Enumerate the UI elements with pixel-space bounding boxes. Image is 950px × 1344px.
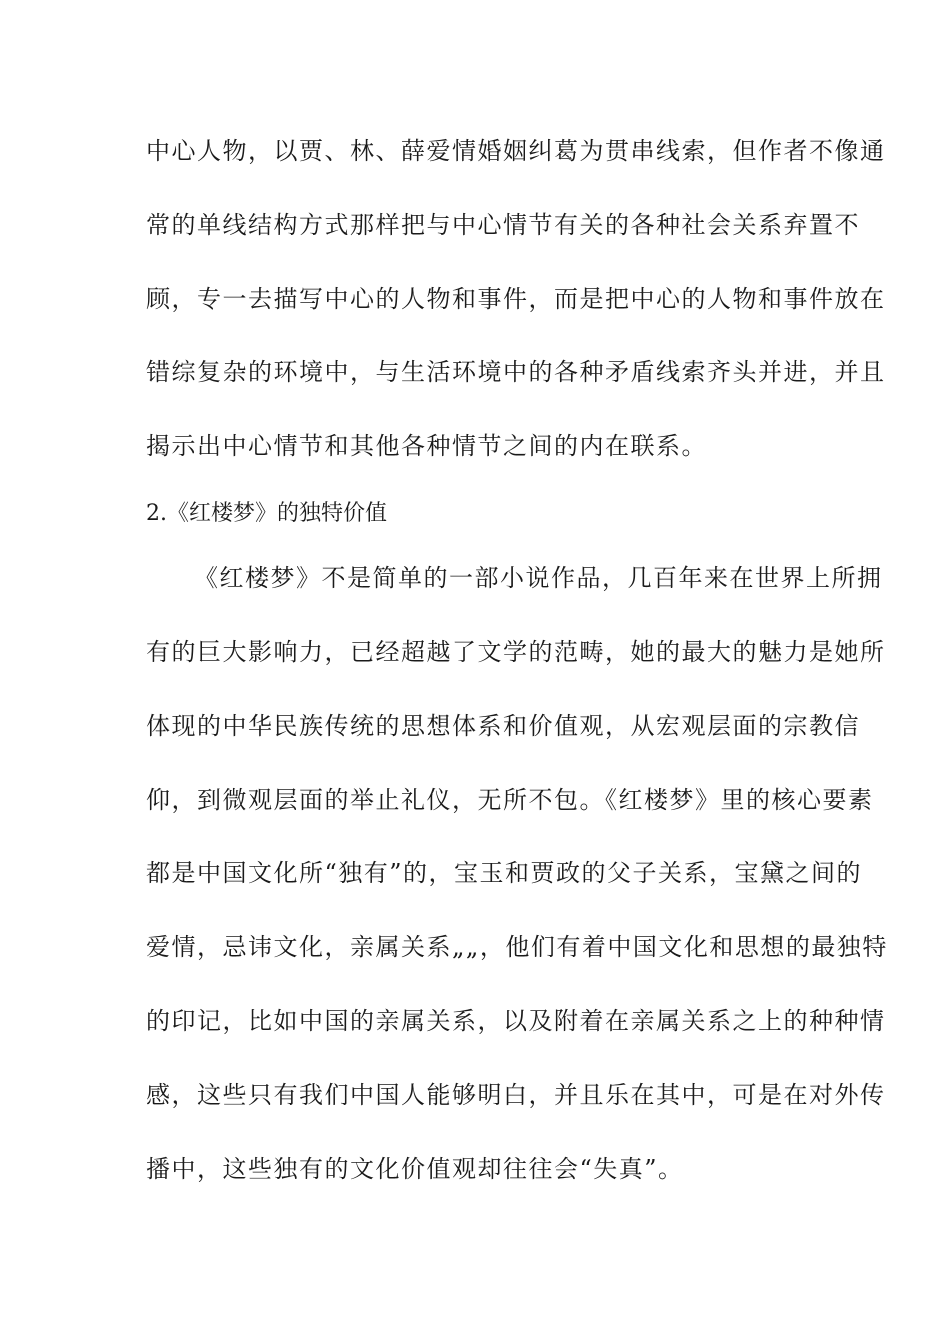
section-heading: 2.《红楼梦》的独特价值 [146,501,387,526]
paragraph-2-line-1: 《红楼梦》不是简单的一部小说作品，几百年来在世界上所拥 [194,564,883,592]
paragraph-2-line-9: 播中，这些独有的文化价值观却往往会“失真”。 [146,1155,684,1183]
paragraph-2-line-5: 都是中国文化所“独有”的，宝玉和贾政的父子关系，宝黛之间的 [146,859,863,887]
paragraph-2-line-8: 感，这些只有我们中国人能够明白，并且乐在其中，可是在对外传 [146,1081,886,1109]
paragraph-1-line-2: 常的单线结构方式那样把与中心情节有关的各种社会关系弃置不 [146,211,860,239]
paragraph-1-line-5: 揭示出中心情节和其他各种情节之间的内在联系。 [146,432,707,460]
paragraph-1-line-3: 顾，专一去描写中心的人物和事件，而是把中心的人物和事件放在 [146,285,886,313]
paragraph-2-line-3: 体现的中华民族传统的思想体系和价值观，从宏观层面的宗教信 [146,712,860,740]
paragraph-2-line-4: 仰，到微观层面的举止礼仪，无所不包。《红楼梦》里的核心要素 [146,786,874,814]
paragraph-2-line-7: 的印记，比如中国的亲属关系，以及附着在亲属关系之上的种种情 [146,1007,886,1035]
paragraph-2-line-6: 爱情，忌讳文化，亲属关系„„，他们有着中国文化和思想的最独特 [146,933,888,961]
paragraph-1-line-1: 中心人物，以贾、林、薛爱情婚姻纠葛为贯串线索，但作者不像通 [146,137,886,165]
paragraph-2-line-2: 有的巨大影响力，已经超越了文学的范畴，她的最大的魅力是她所 [146,638,886,666]
paragraph-1-line-4: 错综复杂的环境中，与生活环境中的各种矛盾线索齐头并进，并且 [146,358,886,386]
